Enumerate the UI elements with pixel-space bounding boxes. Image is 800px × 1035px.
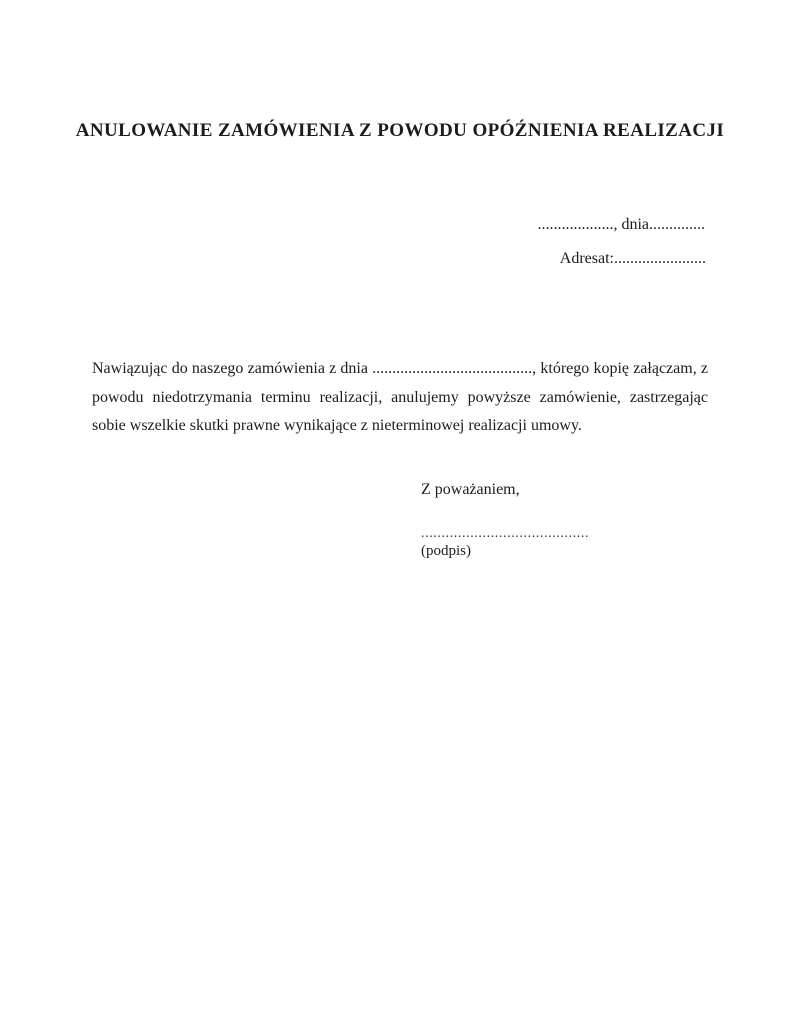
signature-dotted-line: ......................................... [421, 526, 590, 541]
document-title: ANULOWANIE ZAMÓWIENIA Z POWODU OPÓŹNIENIA REALIZACJI [75, 119, 725, 141]
body-paragraph: Nawiązując do naszego zamówienia z dnia ........................................, którego kopię załączam, z powodu niedotrzymania terminu realizacji, anulujemy powyższe zamówienie, zastrzegając sobie wszelkie skutki prawne wynikające z nieterminowej realizacji umowy. [92, 360, 708, 434]
date-blank-line: ..................., dnia.............. [537, 216, 705, 233]
closing-salutation: Z poważaniem, [421, 481, 520, 498]
addressee-blank-line: Adresat:....................... [559, 250, 706, 267]
signature-caption: (podpis) [421, 543, 471, 559]
